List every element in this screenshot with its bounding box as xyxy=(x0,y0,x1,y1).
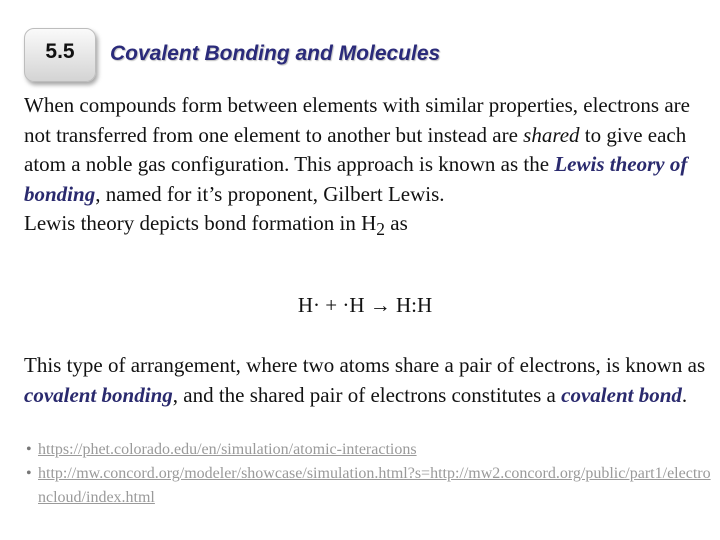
lewis-line-text: Lewis theory depicts bond formation in H xyxy=(24,211,377,235)
resource-links xyxy=(26,438,711,510)
covalent-text-2: , and the shared pair of electrons constitutes a xyxy=(172,382,562,407)
section-number-badge xyxy=(24,28,96,82)
h2-subscript: 2 xyxy=(376,219,386,240)
lewis-equation: H· + ·H → H:H xyxy=(297,293,433,317)
link-item xyxy=(26,462,711,510)
lewis-line-end: as xyxy=(385,211,408,235)
intro-paragraph xyxy=(24,91,714,245)
covalent-bonding-term: covalent bonding xyxy=(24,382,173,407)
covalent-bond-term: covalent bond xyxy=(561,382,682,407)
intro-text-3: , named for it’s proponent, Gilbert Lewis. xyxy=(95,181,445,206)
covalent-paragraph xyxy=(24,351,714,410)
covalent-text-3: . xyxy=(681,382,688,407)
concord-simulation-link[interactable]: http://mw.concord.org/modeler/showcase/simulation.html?s=http://mw2.concord.org/public/part1/electroncloud/index.html xyxy=(38,465,711,506)
slide-title: Covalent Bonding and Molecules xyxy=(110,42,441,65)
link-item xyxy=(26,438,711,462)
phet-simulation-link[interactable]: https://phet.colorado.edu/en/simulation/atomic-interactions xyxy=(38,441,417,458)
section-number: 5.5 xyxy=(45,40,75,63)
covalent-text-1: This type of arrangement, where two atoms share a pair of electrons, is known as xyxy=(24,353,706,377)
shared-term: shared xyxy=(523,122,580,147)
lewis-theory-term: Lewis theory of bonding xyxy=(24,152,688,206)
intro-text-2: to give each atom a noble gas configuration. This approach is known as the xyxy=(24,122,687,176)
intro-text-1: When compounds form between elements with similar properties, electrons are not transferred from one element to another but instead are xyxy=(24,93,690,147)
